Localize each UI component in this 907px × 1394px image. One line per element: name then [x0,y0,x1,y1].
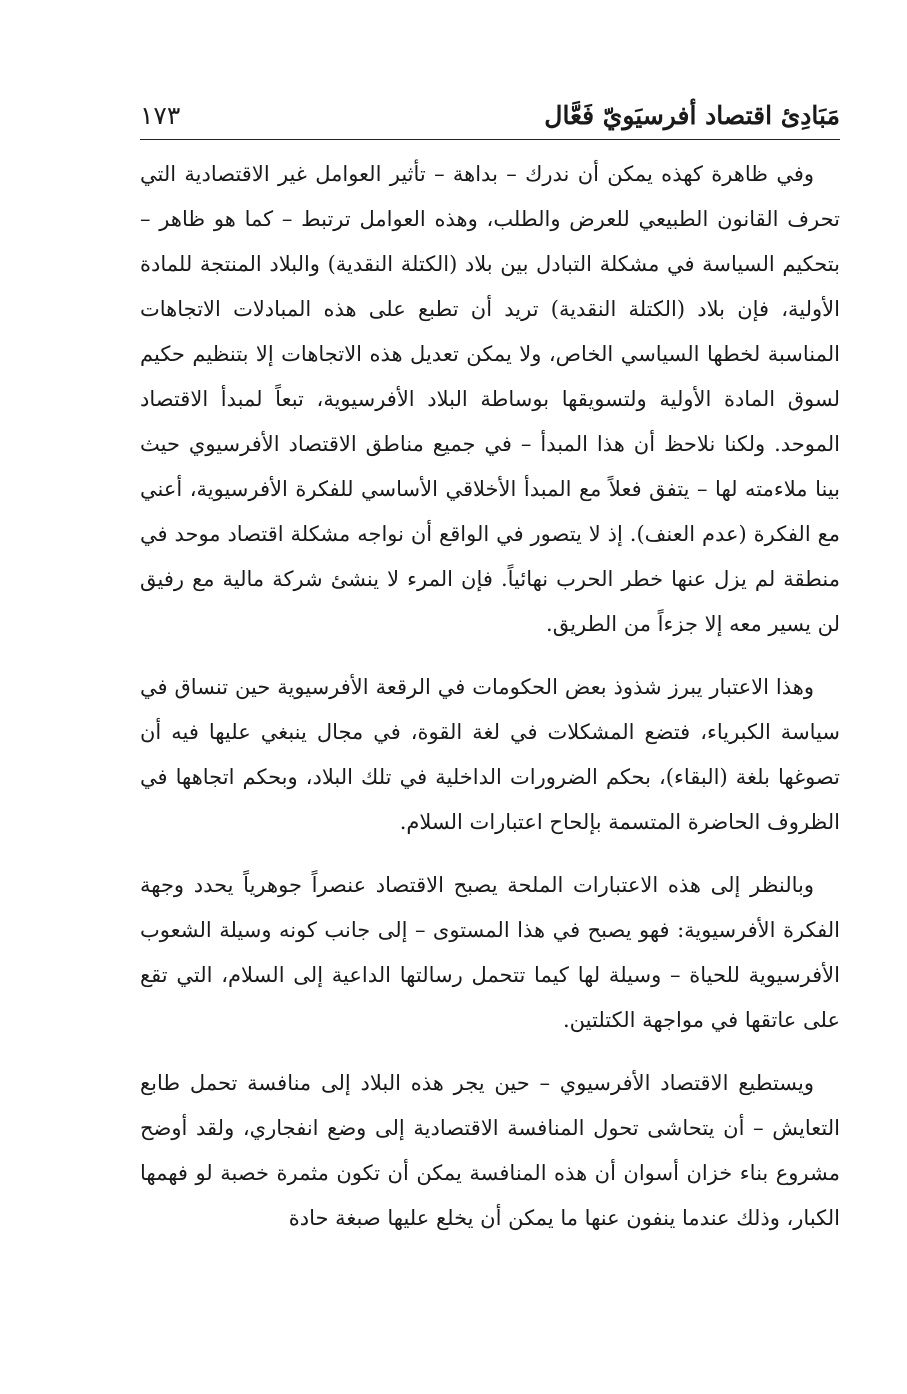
paragraph-4: ويستطيع الاقتصاد الأفرسيوي – حين يجر هذه البلاد إلى منافسة تحمل طابع التعايش – أن يتحاشى تحول المنافسة الاقتصادية إلى وضع انفجاري، ولقد أوضح مشروع بناء خزان أسوان أن هذه المنافسة يمكن أن تكون مثمرة خصبة لو فهمها الكبار، وذلك عندما ينفون عنها ما يمكن أن يخلع عليها صبغة حادة [140,1071,840,1230]
running-header [140,95,840,140]
body-text [140,152,840,1241]
paragraph-1: وفي ظاهرة كهذه يمكن أن ندرك – بداهة – تأثير العوامل غير الاقتصادية التي تحرف القانون الطبيعي للعرض والطلب، وهذه العوامل ترتبط – كما هو ظاهر – بتحكيم السياسة في مشكلة التبادل بين بلاد (الكتلة النقدية) والبلاد المنتجة للمادة الأولية، فإن بلاد (الكتلة النقدية) تريد أن تطبع على هذه المبادلات الاتجاهات المناسبة لخطها السياسي الخاص، ولا يمكن تعديل هذه الاتجاهات إلا بتنظيم حكيم لسوق المادة الأولية ولتسويقها بوساطة البلاد الأفرسيوية، تبعاً لمبدأ الاقتصاد الموحد. ولكنا نلاحظ أن هذا المبدأ – في جميع مناطق الاقتصاد الأفرسيوي حيث بينا ملاءمته لها – يتفق فعلاً مع المبدأ الأخلاقي الأساسي للفكرة الأفرسيوية، أعني مع الفكرة (عدم العنف). إذ لا يتصور في الواقع أن نواجه مشكلة اقتصاد موحد في منطقة لم يزل عنها خطر الحرب نهائياً. فإن المرء لا ينشئ شركة مالية مع رفيق لن يسير معه إلا جزءاً من الطريق. [140,162,840,636]
paragraph-3: وبالنظر إلى هذه الاعتبارات الملحة يصبح الاقتصاد عنصراً جوهرياً يحدد وجهة الفكرة الأفرسيوية: فهو يصبح في هذا المستوى – إلى جانب كونه وسيلة الشعوب الأفرسيوية للحياة – وسيلة لها كيما تتحمل رسالتها الداعية إلى السلام، التي تقع على عاتقها في مواجهة الكتلتين. [140,873,840,1032]
book-title: مَبَادِئ اقتصاد أفرسيَويّ فَعَّال [544,101,840,130]
book-page [140,95,840,1375]
paragraph-2: وهذا الاعتبار يبرز شذوذ بعض الحكومات في الرقعة الأفرسيوية حين تنساق في سياسة الكبرياء، فتضع المشكلات في لغة القوة، في مجال ينبغي عليها فيه أن تصوغها بلغة (البقاء)، بحكم الضرورات الداخلية في تلك البلاد، وبحكم اتجاهها في الظروف الحاضرة المتسمة بإلحاح اعتبارات السلام. [140,675,840,834]
page-number: ١٧٣ [140,101,181,130]
